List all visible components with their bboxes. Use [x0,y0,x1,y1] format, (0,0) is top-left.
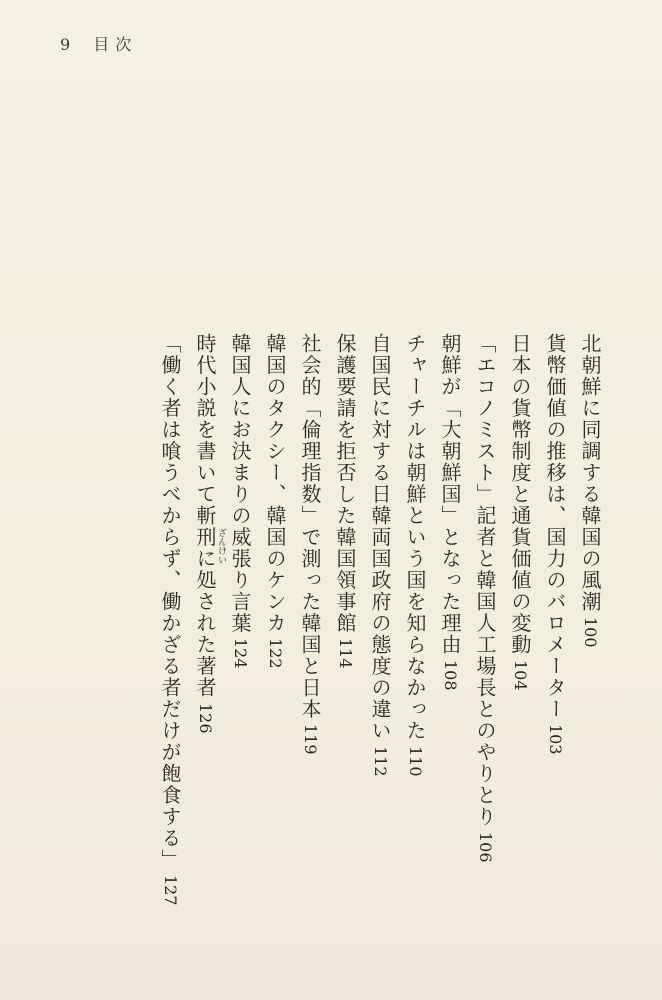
toc-entry-page: 110 [406,745,425,777]
toc-entry-title: 「働く者は喰うべからず、働かざる者だけが飽食する」 [158,333,182,871]
toc-entry-page: 126 [196,702,215,734]
toc-entry[interactable] [437,333,463,690]
page-title: 目次 [93,35,138,54]
toc-entry-page: 114 [336,638,355,669]
toc-entry-page: 106 [476,831,495,863]
toc-entry-title: チャーチルは朝鮮という国を知らなかった [403,333,427,742]
toc-entry-title: 北朝鮮に同調する韓国の風潮 [578,333,602,613]
toc-entry-title: 「エコノミスト」記者と韓国人工場長とのやりとり [473,333,497,828]
toc-entry[interactable] [227,333,253,669]
toc-entry[interactable] [192,333,218,733]
toc-entry-page: 122 [266,638,285,669]
toc-entry[interactable] [542,333,568,755]
toc-entry[interactable] [332,333,358,669]
toc-entry-title: 韓国人にお決まりの威張り言葉 [228,333,252,634]
toc-entry[interactable] [402,333,428,776]
toc-entry-title: 時代小説を書いて斬刑に処された著者 [193,333,217,699]
toc-entry-title: 貨幣価値の推移は、国力のバロメーター [543,333,567,720]
toc-entry-title: 韓国のタクシー、韓国のケンカ [263,333,287,634]
toc-entry[interactable] [472,333,498,862]
toc-entry-page: 112 [371,745,390,777]
toc-entry-title: 自国民に対する日韓両国政府の態度の違い [368,333,392,742]
toc-entry-title: 朝鮮が「大朝鮮国」となった理由 [438,333,462,656]
ruby-reading: ざんけい [216,528,226,564]
toc-entry-title: 日本の貨幣制度と通貨価値の変動 [508,333,532,656]
toc-entry-page: 127 [161,874,180,906]
toc-entry-page: 119 [301,724,320,755]
toc-entry-page: 124 [231,638,250,669]
toc-entry[interactable] [367,333,393,776]
page-number: 9 [60,35,77,54]
toc-entry-title: 保護要請を拒否した韓国領事館 [333,333,357,634]
toc-entry[interactable] [157,333,183,905]
toc-entry-title: 社会的「倫理指数」で測った韓国と日本 [298,333,322,720]
toc-entry[interactable] [262,333,288,669]
toc-entry[interactable] [507,333,533,690]
toc-entry[interactable] [297,333,323,755]
toc-entry[interactable] [577,333,603,647]
toc-entry-page: 108 [441,659,460,691]
toc-entry-page: 104 [511,659,530,691]
toc-entry-page: 100 [581,616,600,648]
toc-entry-page: 103 [546,724,565,755]
